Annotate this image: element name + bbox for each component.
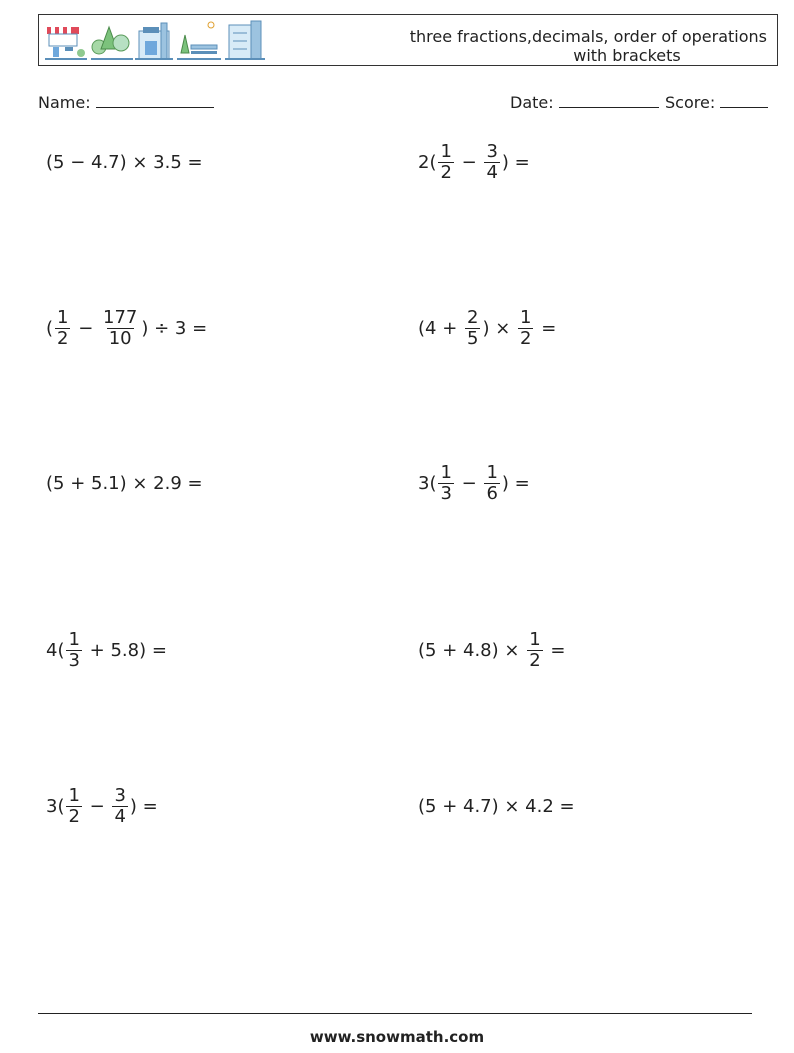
problem-2 [418, 142, 530, 182]
building-icon [135, 23, 173, 59]
problem-6 [418, 463, 530, 503]
denominator: 5 [467, 327, 479, 349]
denominator: 2 [520, 327, 532, 349]
expression-text: ) × [482, 317, 517, 339]
numerator: 1 [68, 784, 80, 806]
denominator: 2 [440, 161, 452, 183]
denominator: 3 [440, 482, 452, 504]
denominator: 6 [486, 482, 498, 504]
expression-text: (5 + 4.7) × 4.2 = [418, 795, 575, 817]
score-label: Score: [665, 93, 716, 112]
date-field [510, 93, 659, 112]
numerator: 1 [520, 306, 532, 328]
expression-text: − [83, 795, 111, 817]
expression-text: ) = [501, 151, 530, 173]
numerator: 1 [57, 306, 69, 328]
expression-text: = [535, 317, 557, 339]
problem-4 [418, 308, 556, 348]
footer-url: www.snowmath.com [309, 1028, 485, 1046]
expression-text: 4( [46, 639, 65, 661]
header-box [38, 14, 778, 66]
numerator: 2 [467, 306, 479, 328]
tower-icon [225, 21, 265, 59]
expression-text: − [455, 151, 483, 173]
denominator: 10 [108, 327, 132, 349]
numerator: 1 [68, 628, 80, 650]
shop-icon [45, 27, 87, 59]
expression-text: + 5.8) = [83, 639, 167, 661]
denominator: 3 [68, 649, 80, 671]
expression-text: 3( [418, 472, 437, 494]
fraction [55, 308, 70, 349]
expression-text: (5 + 5.1) × 2.9 = [46, 472, 203, 494]
numerator: 1 [529, 628, 541, 650]
fraction [518, 308, 533, 349]
expression-text: ) = [501, 472, 530, 494]
title-line-1: three fractions,decimals, order of operations [409, 27, 767, 46]
fraction [527, 630, 542, 671]
fraction [484, 463, 499, 504]
numerator: 1 [440, 461, 452, 483]
title-line-2: with brackets [573, 46, 681, 65]
problem-9 [46, 786, 158, 826]
fraction [484, 142, 499, 183]
score-blank[interactable] [720, 93, 768, 108]
problem-7 [46, 630, 167, 670]
numerator: 1 [440, 140, 452, 162]
fraction [112, 786, 127, 827]
expression-text: ) ÷ 3 = [141, 317, 208, 339]
problem-3 [46, 308, 207, 348]
problem-8 [418, 630, 565, 670]
expression-text: (5 − 4.7) × 3.5 = [46, 151, 203, 173]
denominator: 4 [114, 805, 126, 827]
fraction [465, 308, 480, 349]
name-blank[interactable] [96, 93, 214, 108]
footer-rule [38, 1013, 752, 1014]
expression-text: ( [46, 317, 54, 339]
numerator: 177 [103, 306, 138, 328]
numerator: 3 [486, 140, 498, 162]
fraction [66, 630, 81, 671]
expression-text: − [72, 317, 100, 339]
expression-text: − [455, 472, 483, 494]
numerator: 3 [114, 784, 126, 806]
expression-text: 3( [46, 795, 65, 817]
numerator: 1 [486, 461, 498, 483]
denominator: 2 [529, 649, 541, 671]
fraction [101, 308, 139, 349]
problem-1 [46, 142, 203, 182]
expression-text: 2( [418, 151, 437, 173]
expression-text: (5 + 4.8) × [418, 639, 526, 661]
name-field [38, 93, 214, 112]
date-blank[interactable] [559, 93, 659, 108]
denominator: 2 [57, 327, 69, 349]
denominator: 4 [486, 161, 498, 183]
fraction [438, 463, 453, 504]
name-label: Name: [38, 93, 91, 112]
score-field [665, 93, 768, 112]
expression-text: ) = [129, 795, 158, 817]
denominator: 2 [68, 805, 80, 827]
problem-5 [46, 463, 203, 503]
bench-icon [177, 22, 221, 59]
problem-10 [418, 786, 575, 826]
expression-text: = [544, 639, 566, 661]
city-banner-illustration [43, 19, 267, 63]
fraction [438, 142, 453, 183]
fraction [66, 786, 81, 827]
expression-text: (4 + [418, 317, 463, 339]
worksheet-title [347, 27, 767, 65]
trees-icon [91, 27, 133, 59]
date-label: Date: [510, 93, 554, 112]
